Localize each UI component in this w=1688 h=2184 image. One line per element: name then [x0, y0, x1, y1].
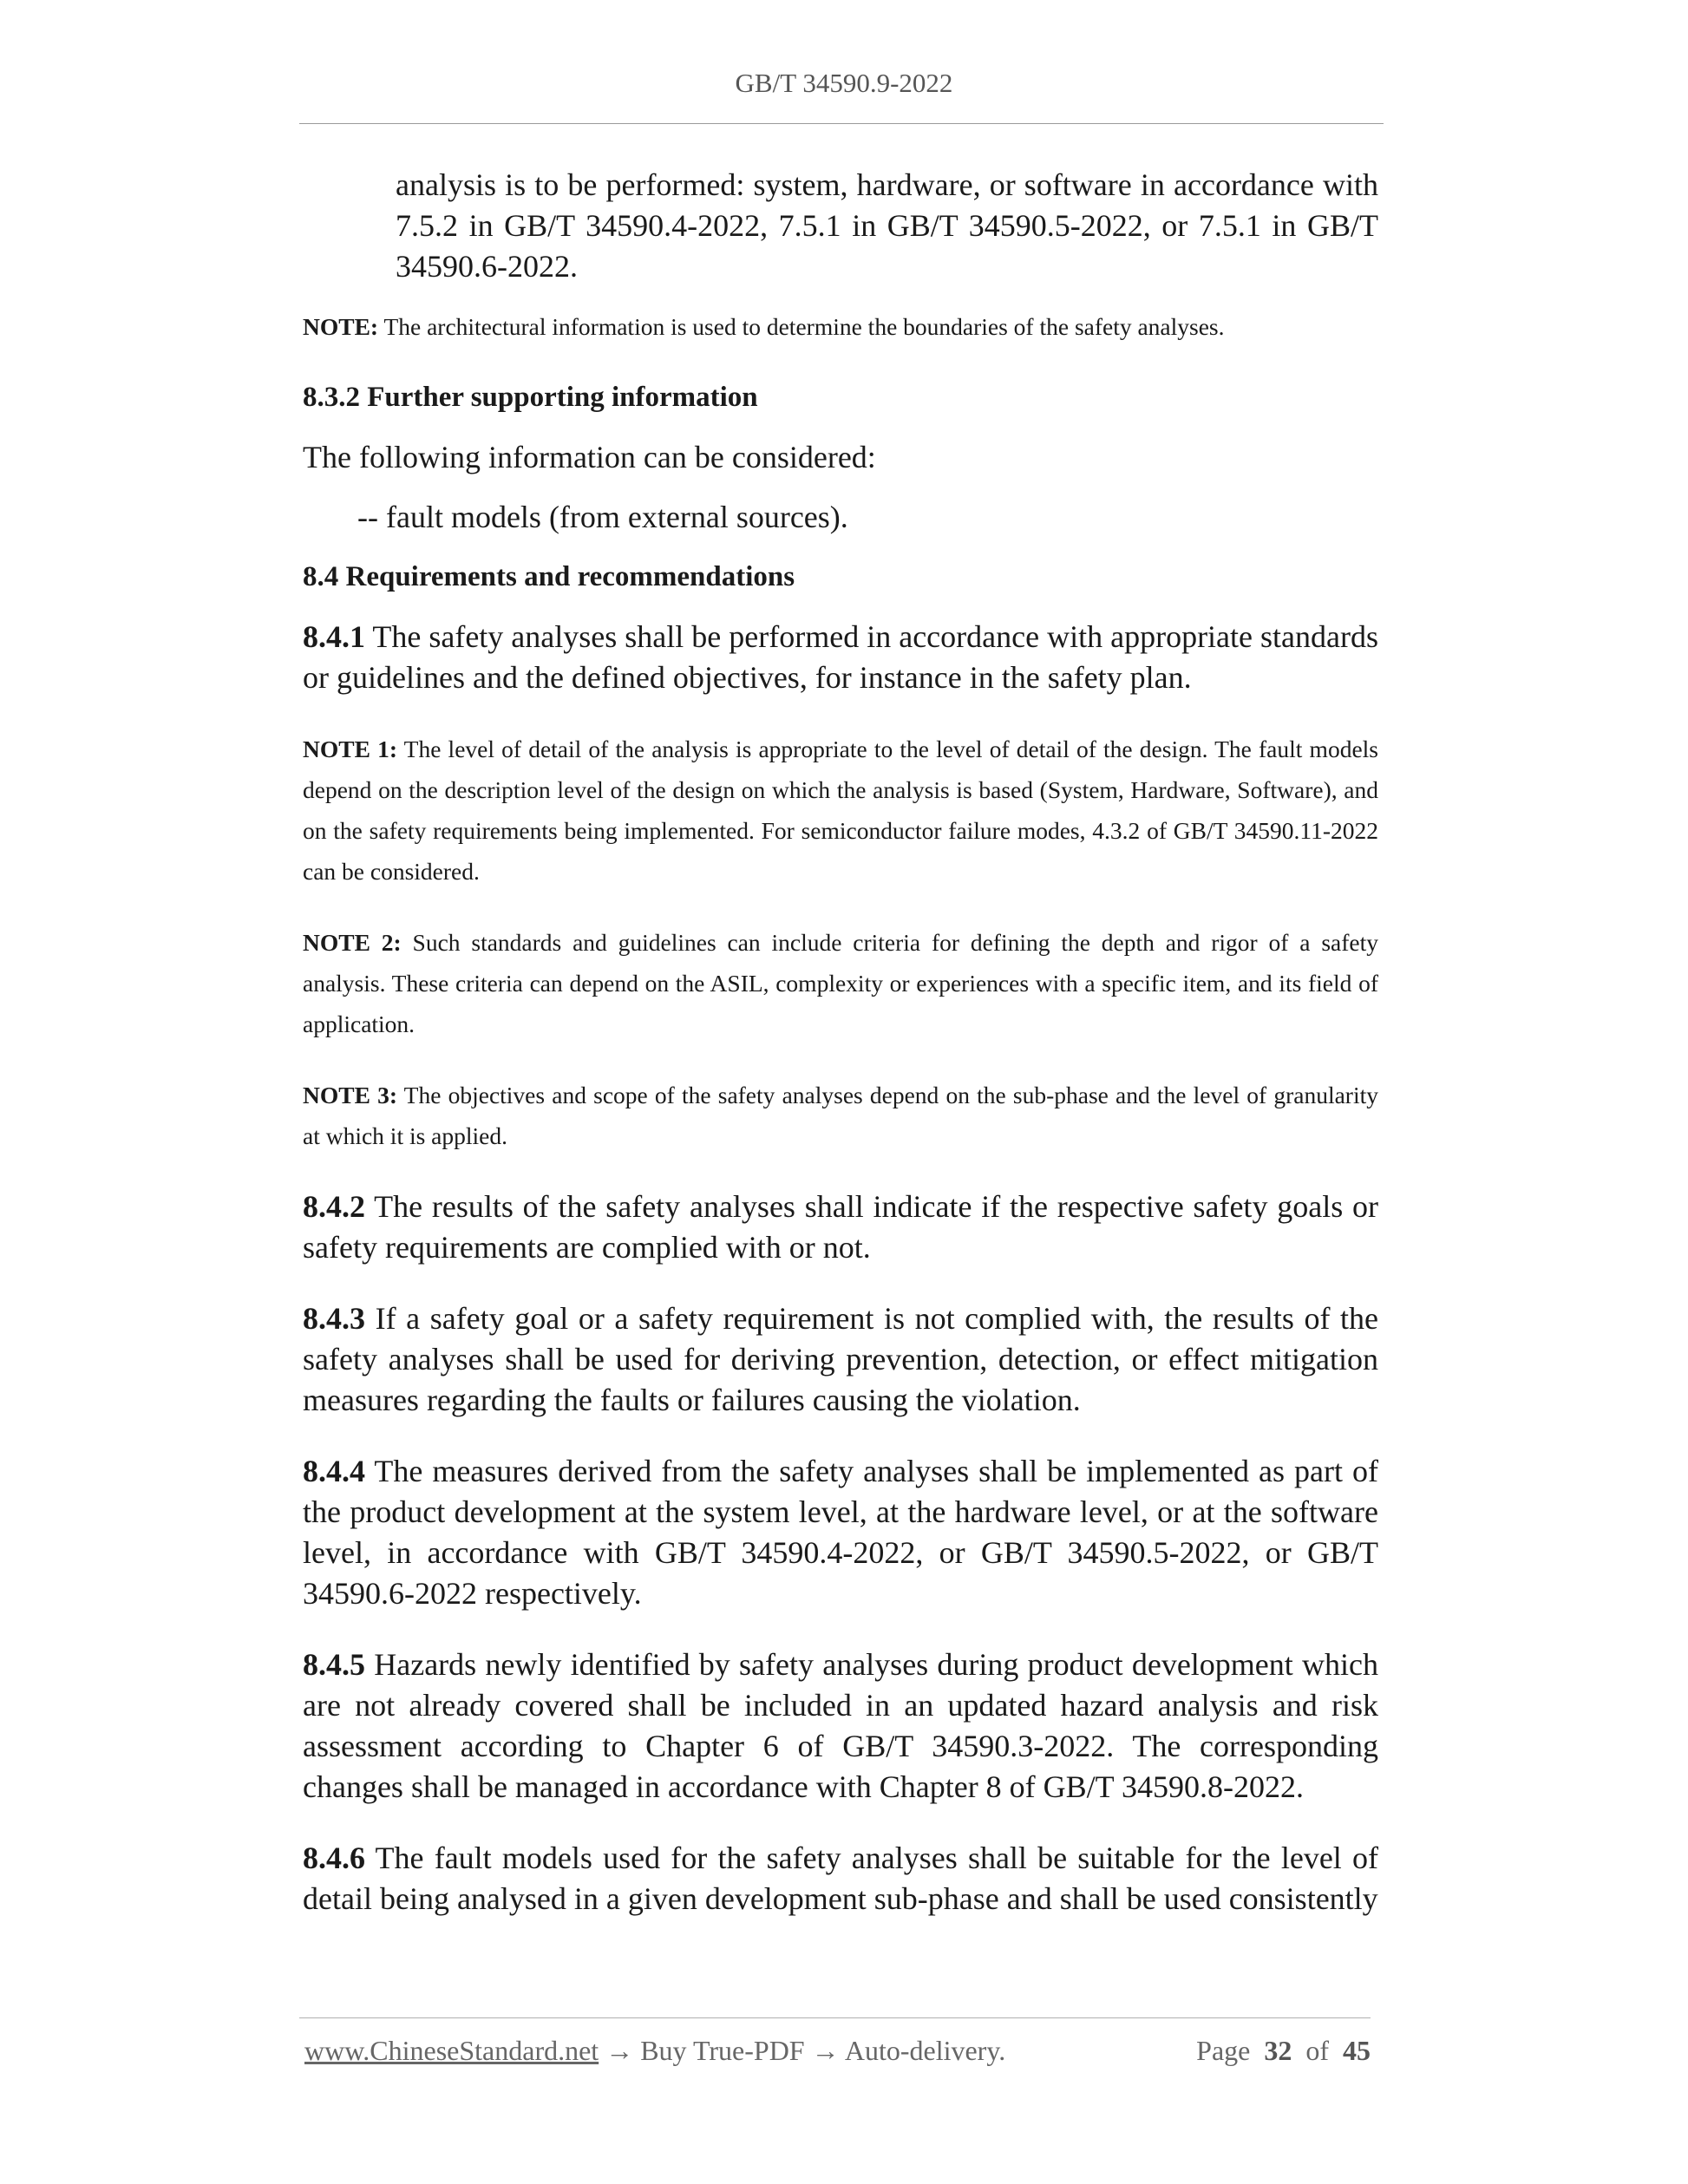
note-text: The level of detail of the analysis is appropriate to the level of detail of the design. The fault models depend on the description level of the design on which the analysis is based (System, Hardware, Software), and on the safety requirements being implemented. For semiconductor failure modes, 4.3.2 of GB/T 34590.11-2022 can be considered. [303, 736, 1378, 885]
header-title: GB/T 34590.9-2022 [735, 68, 953, 98]
note-2 [303, 922, 1378, 1044]
total-pages: 45 [1343, 2035, 1371, 2066]
clause-number: 8.4.1 [303, 619, 365, 654]
note-3 [303, 1075, 1378, 1156]
clause-number: 8.4.3 [303, 1301, 365, 1336]
clause-text: The safety analyses shall be performed in accordance with appropriate standards or guidelines and the defined objectives, for instance in the safety plan. [303, 619, 1378, 695]
clause-8-4-3 [303, 1298, 1378, 1421]
heading-8-4: 8.4 Requirements and recommendations [303, 561, 795, 592]
continuation-paragraph: analysis is to be performed: system, hardware, or software in accordance with 7.5.2 in GB/T 34590.4-2022, 7.5.1 in GB/T 34590.5-2022, or 7.5.1 in GB/T 34590.6-2022. [396, 167, 1378, 284]
clause-text: The results of the safety analyses shall indicate if the respective safety goals or safety requirements are complied with or not. [303, 1189, 1378, 1265]
footer-promo [304, 2035, 1005, 2067]
clause-text: Hazards newly identified by safety analyses during product development which are not already covered shall be included in an updated hazard analysis and risk assessment according to Chapter 6 of GB/T 34590.3-2022. The corresponding changes shall be managed in accordance with Chapter 8 of GB/T 34590.8-2022. [303, 1647, 1378, 1804]
of-label: of [1305, 2035, 1329, 2066]
clause-text: If a safety goal or a safety requirement is not complied with, the results of the safety analyses shall be used for deriving prevention, detection, or effect mitigation measures regarding the faults or failures causing the violation. [303, 1301, 1378, 1417]
page-indicator [1196, 2035, 1371, 2067]
header-rule [299, 123, 1384, 124]
clause-number: 8.4.4 [303, 1454, 365, 1488]
clause-8-4-5 [303, 1645, 1378, 1808]
footer-tagline: → Buy True-PDF → Auto-delivery. [599, 2035, 1006, 2066]
note-1 [303, 729, 1378, 892]
note-text: The objectives and scope of the safety analyses depend on the sub-phase and the level of granularity at which it is applied. [303, 1082, 1378, 1149]
page-number: 32 [1264, 2035, 1292, 2066]
clause-8-4-2 [303, 1187, 1378, 1268]
note-label: NOTE 1: [303, 736, 397, 762]
clause-8-4-1 [303, 617, 1378, 698]
note-architectural [303, 306, 1378, 347]
heading-8-3-2: 8.3.2 Further supporting information [303, 382, 758, 413]
clause-number: 8.4.5 [303, 1647, 365, 1682]
following-info-paragraph: The following information can be considered: [303, 440, 876, 474]
note-text: The architectural information is used to determine the boundaries of the safety analyses. [378, 313, 1225, 340]
footer-rule [299, 2017, 1371, 2018]
page-label: Page [1196, 2035, 1251, 2066]
list-item-fault-models: -- fault models (from external sources). [357, 500, 848, 534]
clause-text: The measures derived from the safety analyses shall be implemented as part of the product development at the system level, at the hardware level, or at the software level, in accordance with GB/T 34590.4-2022, or GB/T 34590.5-2022, or GB/T 34590.6-2022 respectively. [303, 1454, 1378, 1611]
page-content [303, 165, 1378, 1919]
clause-number: 8.4.6 [303, 1841, 365, 1875]
note-label: NOTE: [303, 313, 379, 340]
website-link[interactable]: www.ChineseStandard.net [304, 2035, 599, 2066]
clause-text: The fault models used for the safety analyses shall be suitable for the level of detail being analysed in a given development sub-phase and shall be used consistently [303, 1841, 1378, 1916]
note-label: NOTE 3: [303, 1082, 398, 1108]
clause-8-4-6 [303, 1838, 1378, 1919]
clause-number: 8.4.2 [303, 1189, 365, 1224]
note-text: Such standards and guidelines can include criteria for defining the depth and rigor of a safety analysis. These criteria can depend on the ASIL, complexity or experiences with a specific item, and its field of application. [303, 929, 1379, 1037]
note-label: NOTE 2: [303, 929, 402, 956]
clause-8-4-4 [303, 1451, 1378, 1614]
